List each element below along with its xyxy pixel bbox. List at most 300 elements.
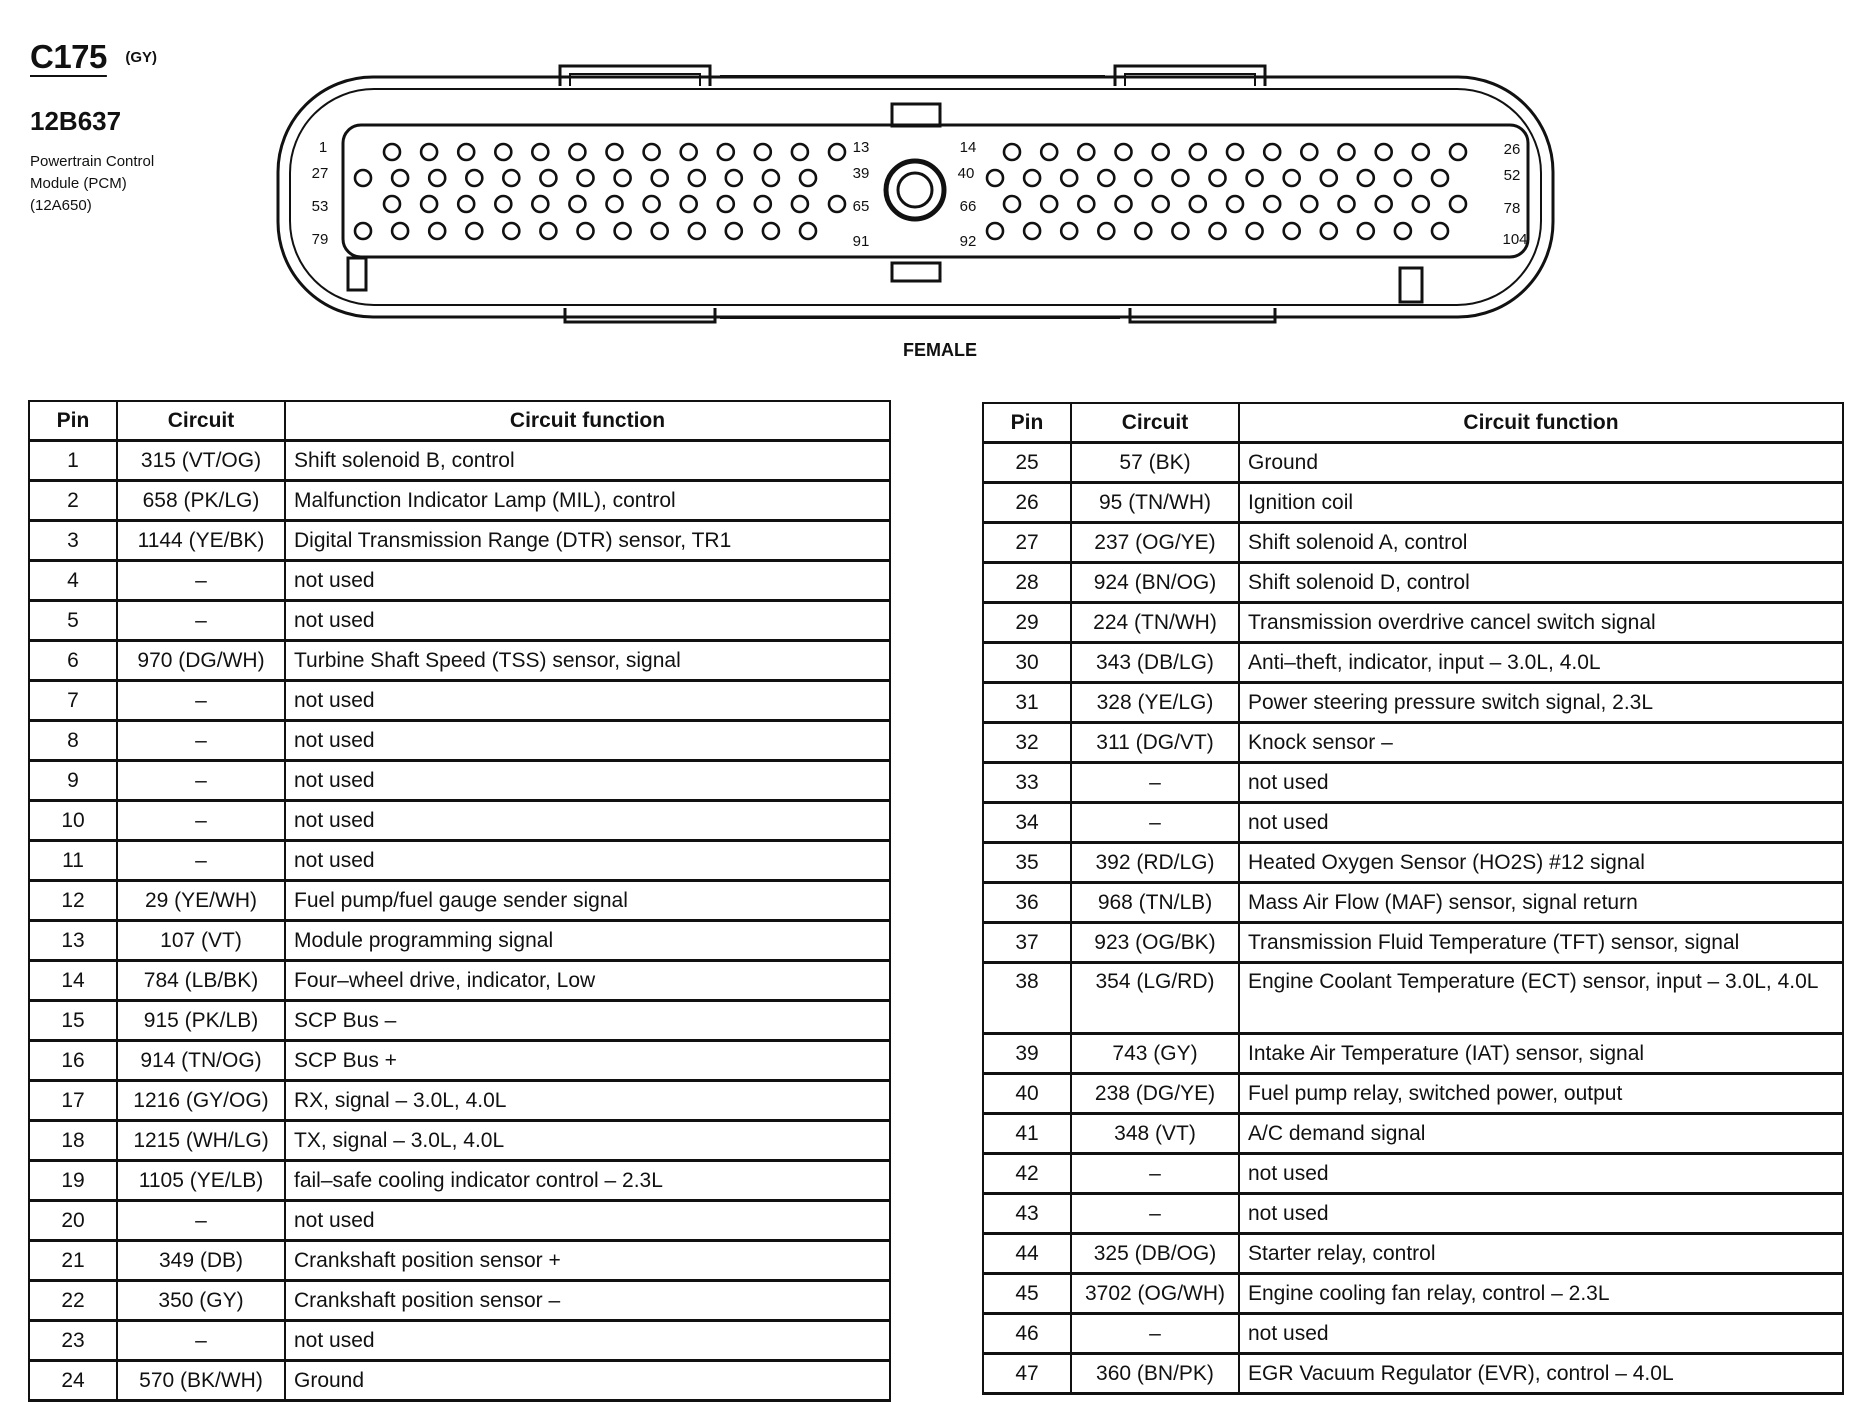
pin-hole (615, 170, 631, 186)
pin-cell: 32 (983, 723, 1071, 763)
pin-hole (681, 196, 697, 212)
function-cell: not used (285, 681, 890, 721)
table-row (29, 1041, 890, 1081)
pin-hole (1284, 170, 1300, 186)
pin-hole (1450, 196, 1466, 212)
circuit-cell: 658 (PK/LG) (117, 481, 285, 521)
circuit-cell: 743 (GY) (1071, 1034, 1239, 1074)
pin-cell: 19 (29, 1161, 117, 1201)
part-number: 12B637 (30, 106, 122, 136)
table-row (983, 1114, 1843, 1154)
pin-hole (1098, 223, 1114, 239)
table-row (29, 1001, 890, 1041)
function-cell: Ground (285, 1361, 890, 1401)
connector-color: (GY) (125, 49, 158, 66)
function-cell: Module programming signal (285, 921, 890, 961)
pin-hole (1376, 196, 1392, 212)
circuit-cell: 570 (BK/WH) (117, 1361, 285, 1401)
pin-cell: 1 (29, 441, 117, 481)
pin-hole (421, 144, 437, 160)
circuit-cell: 325 (DB/OG) (1071, 1234, 1239, 1274)
circuit-cell: 923 (OG/BK) (1071, 923, 1239, 963)
pin-hole (1078, 196, 1094, 212)
pin-cell: 18 (29, 1121, 117, 1161)
pin-hole (1395, 223, 1411, 239)
pin-hole (1450, 144, 1466, 160)
table-row (29, 801, 890, 841)
circuit-cell: – (117, 561, 285, 601)
function-cell: Shift solenoid A, control (1239, 523, 1843, 563)
circuit-cell: – (1071, 1154, 1239, 1194)
header-function: Circuit function (285, 401, 890, 441)
circuit-cell: 1216 (GY/OG) (117, 1081, 285, 1121)
pin-cell: 44 (983, 1234, 1071, 1274)
pin-label: 79 (311, 231, 329, 248)
pin-label: 52 (1503, 167, 1521, 184)
table-row (29, 881, 890, 921)
table-row (29, 681, 890, 721)
table-row (29, 561, 890, 601)
function-cell: Starter relay, control (1239, 1234, 1843, 1274)
circuit-cell: – (117, 721, 285, 761)
pin-cell: 36 (983, 883, 1071, 923)
table-row (983, 1354, 1843, 1394)
pin-cell: 22 (29, 1281, 117, 1321)
table-row (983, 1274, 1843, 1314)
function-cell: A/C demand signal (1239, 1114, 1843, 1154)
function-cell: not used (1239, 1154, 1843, 1194)
circuit-cell: 1105 (YE/LB) (117, 1161, 285, 1201)
pin-hole (392, 170, 408, 186)
pin-hole (1172, 170, 1188, 186)
table-row (29, 921, 890, 961)
circuit-cell: – (1071, 803, 1239, 843)
pin-cell: 7 (29, 681, 117, 721)
pin-cell: 10 (29, 801, 117, 841)
function-cell: Digital Transmission Range (DTR) sensor, TR1 (285, 521, 890, 561)
pin-cell: 28 (983, 563, 1071, 603)
table-body-right (983, 443, 1843, 1394)
pinout-table-left (28, 400, 891, 1402)
pin-hole (1395, 170, 1411, 186)
table-row (983, 443, 1843, 483)
table-row (983, 643, 1843, 683)
pin-label: 27 (311, 165, 329, 182)
function-cell: Engine Coolant Temperature (ECT) sensor, input – 3.0L, 4.0L (1239, 963, 1843, 1034)
pin-hole (792, 144, 808, 160)
pin-label: 65 (852, 198, 870, 215)
pin-hole (644, 144, 660, 160)
pin-cell: 11 (29, 841, 117, 881)
pin-hole (1078, 144, 1094, 160)
pin-hole (718, 144, 734, 160)
circuit-cell: 360 (BN/PK) (1071, 1354, 1239, 1394)
pin-hole (569, 196, 585, 212)
circuit-cell: 343 (DB/LG) (1071, 643, 1239, 683)
circuit-cell: 1144 (YE/BK) (117, 521, 285, 561)
pin-hole (392, 223, 408, 239)
pin-hole (1264, 196, 1280, 212)
pin-hole (421, 196, 437, 212)
pin-hole (792, 196, 808, 212)
pin-hole (987, 223, 1003, 239)
pin-label: 1 (318, 139, 328, 156)
pin-hole (1432, 223, 1448, 239)
pin-hole (718, 196, 734, 212)
pin-cell: 2 (29, 481, 117, 521)
pin-hole (578, 170, 594, 186)
pin-cell: 46 (983, 1314, 1071, 1354)
circuit-cell: 238 (DG/YE) (1071, 1074, 1239, 1114)
table-row (29, 1161, 890, 1201)
pin-label: 14 (959, 139, 977, 156)
latch-tab (565, 308, 715, 322)
pin-hole (1339, 196, 1355, 212)
pin-hole (532, 196, 548, 212)
pin-hole (1321, 223, 1337, 239)
pin-hole (1339, 144, 1355, 160)
pin-hole (1153, 196, 1169, 212)
pin-hole (1227, 144, 1243, 160)
table-row (983, 883, 1843, 923)
pin-hole (1321, 170, 1337, 186)
pin-hole (1004, 144, 1020, 160)
function-cell: TX, signal – 3.0L, 4.0L (285, 1121, 890, 1161)
table-row (29, 961, 890, 1001)
circuit-cell: 315 (VT/OG) (117, 441, 285, 481)
latch-tab (1130, 308, 1275, 322)
pin-cell: 17 (29, 1081, 117, 1121)
circuit-cell: – (117, 801, 285, 841)
pin-hole (503, 223, 519, 239)
table-body-left (29, 441, 890, 1401)
pin-hole (652, 170, 668, 186)
circuit-cell: – (117, 601, 285, 641)
header-pin: Pin (29, 401, 117, 441)
pin-hole (1116, 196, 1132, 212)
function-cell: Ignition coil (1239, 483, 1843, 523)
pin-cell: 31 (983, 683, 1071, 723)
pin-hole (829, 144, 845, 160)
circuit-cell: 354 (LG/RD) (1071, 963, 1239, 1034)
circuit-cell: 1215 (WH/LG) (117, 1121, 285, 1161)
table-row (29, 481, 890, 521)
table-row (29, 1081, 890, 1121)
pin-hole (1061, 223, 1077, 239)
pin-hole (1358, 223, 1374, 239)
table-header-row (983, 403, 1843, 443)
pin-hole (1024, 223, 1040, 239)
description-line: (12A650) (30, 196, 92, 214)
table-row (29, 1121, 890, 1161)
function-cell: not used (1239, 1194, 1843, 1234)
function-cell: Fuel pump relay, switched power, output (1239, 1074, 1843, 1114)
pin-cell: 41 (983, 1114, 1071, 1154)
table-row (29, 841, 890, 881)
pin-hole (1098, 170, 1114, 186)
pin-hole (1264, 144, 1280, 160)
pin-hole (987, 170, 1003, 186)
table-row (983, 483, 1843, 523)
function-cell: not used (285, 801, 890, 841)
circuit-cell: 311 (DG/VT) (1071, 723, 1239, 763)
pin-hole (755, 144, 771, 160)
function-cell: Malfunction Indicator Lamp (MIL), control (285, 481, 890, 521)
table-row (983, 1234, 1843, 1274)
pin-cell: 42 (983, 1154, 1071, 1194)
pin-cell: 30 (983, 643, 1071, 683)
circuit-cell: 350 (GY) (117, 1281, 285, 1321)
function-cell: RX, signal – 3.0L, 4.0L (285, 1081, 890, 1121)
pin-hole (681, 144, 697, 160)
function-cell: not used (285, 841, 890, 881)
function-cell: Knock sensor – (1239, 723, 1843, 763)
table-row (29, 721, 890, 761)
connector-face-diagram (0, 0, 1856, 340)
pin-hole (503, 170, 519, 186)
function-cell: Ground (1239, 443, 1843, 483)
function-cell: Power steering pressure switch signal, 2.3L (1239, 683, 1843, 723)
pin-hole (763, 223, 779, 239)
circuit-cell: 784 (LB/BK) (117, 961, 285, 1001)
pin-label: 40 (957, 165, 975, 182)
pin-label: 92 (959, 233, 977, 250)
circuit-cell: 95 (TN/WH) (1071, 483, 1239, 523)
function-cell: fail–safe cooling indicator control – 2.3L (285, 1161, 890, 1201)
jack-screw (886, 161, 944, 219)
pin-label: 26 (1503, 141, 1521, 158)
pin-cell: 3 (29, 521, 117, 561)
pin-hole (652, 223, 668, 239)
function-cell: not used (285, 1321, 890, 1361)
table-row (29, 601, 890, 641)
pin-hole (829, 196, 845, 212)
header-pin: Pin (983, 403, 1071, 443)
description-line: Powertrain Control (30, 153, 155, 170)
table-row (983, 563, 1843, 603)
pin-hole (540, 223, 556, 239)
pin-hole (1376, 144, 1392, 160)
connector-gender: FEMALE (903, 340, 977, 360)
circuit-cell: 348 (VT) (1071, 1114, 1239, 1154)
circuit-cell: 3702 (OG/WH) (1071, 1274, 1239, 1314)
function-cell: not used (1239, 803, 1843, 843)
pin-cell: 24 (29, 1361, 117, 1401)
pin-hole (355, 223, 371, 239)
pin-hole (1301, 196, 1317, 212)
pin-hole (615, 223, 631, 239)
pin-cell: 6 (29, 641, 117, 681)
table-row (29, 1321, 890, 1361)
pin-hole (1135, 223, 1151, 239)
pin-cell: 34 (983, 803, 1071, 843)
pin-hole (1041, 196, 1057, 212)
table-row (983, 603, 1843, 643)
function-cell: SCP Bus + (285, 1041, 890, 1081)
circuit-cell: – (1071, 763, 1239, 803)
circuit-cell: 914 (TN/OG) (117, 1041, 285, 1081)
circuit-cell: 349 (DB) (117, 1241, 285, 1281)
pin-hole (495, 196, 511, 212)
circuit-cell: 328 (YE/LG) (1071, 683, 1239, 723)
circuit-cell: – (117, 841, 285, 881)
pin-cell: 35 (983, 843, 1071, 883)
pin-hole (384, 196, 400, 212)
pin-cell: 39 (983, 1034, 1071, 1074)
function-cell: Engine cooling fan relay, control – 2.3L (1239, 1274, 1843, 1314)
key-tab (348, 258, 366, 290)
pin-hole (800, 170, 816, 186)
table-row (983, 523, 1843, 563)
connector-id: C175 (30, 38, 107, 75)
pin-hole (1432, 170, 1448, 186)
function-cell: not used (285, 1201, 890, 1241)
pin-hole (355, 170, 371, 186)
function-cell: Mass Air Flow (MAF) sensor, signal return (1239, 883, 1843, 923)
function-cell: Transmission Fluid Temperature (TFT) sensor, signal (1239, 923, 1843, 963)
table-row (29, 1201, 890, 1241)
pin-hole (1116, 144, 1132, 160)
pin-hole (1004, 196, 1020, 212)
pin-hole (384, 144, 400, 160)
pin-label: 78 (1503, 200, 1521, 217)
table-row (983, 803, 1843, 843)
pin-hole (755, 196, 771, 212)
function-cell: not used (285, 761, 890, 801)
table-row (983, 1194, 1843, 1234)
pin-hole (429, 223, 445, 239)
table-row (983, 1034, 1843, 1074)
pin-hole (1190, 144, 1206, 160)
function-cell: Four–wheel drive, indicator, Low (285, 961, 890, 1001)
circuit-cell: 237 (OG/YE) (1071, 523, 1239, 563)
pin-cell: 27 (983, 523, 1071, 563)
pin-hole (1413, 144, 1429, 160)
pinout-table-right (982, 402, 1844, 1395)
function-cell: Fuel pump/fuel gauge sender signal (285, 881, 890, 921)
header-function: Circuit function (1239, 403, 1843, 443)
table-row (29, 521, 890, 561)
pin-label: 66 (959, 198, 977, 215)
pin-hole (607, 144, 623, 160)
circuit-cell: – (1071, 1314, 1239, 1354)
table-row (983, 723, 1843, 763)
pin-label: 91 (852, 233, 870, 250)
pin-holes (355, 144, 1466, 239)
table-row (983, 1314, 1843, 1354)
pin-cell: 15 (29, 1001, 117, 1041)
table-row (29, 1361, 890, 1401)
key-tab (892, 263, 940, 281)
pin-hole (607, 196, 623, 212)
function-cell: Shift solenoid D, control (1239, 563, 1843, 603)
function-cell: Heated Oxygen Sensor (HO2S) #12 signal (1239, 843, 1843, 883)
pin-cell: 40 (983, 1074, 1071, 1114)
function-cell: Crankshaft position sensor + (285, 1241, 890, 1281)
pin-hole (644, 196, 660, 212)
function-cell: not used (285, 601, 890, 641)
header-circuit: Circuit (1071, 403, 1239, 443)
pin-hole (1210, 170, 1226, 186)
pin-hole (1153, 144, 1169, 160)
circuit-cell: 224 (TN/WH) (1071, 603, 1239, 643)
pin-cell: 21 (29, 1241, 117, 1281)
pin-label: 104 (1502, 231, 1528, 248)
pin-cell: 47 (983, 1354, 1071, 1394)
circuit-cell: 107 (VT) (117, 921, 285, 961)
pin-label: 53 (311, 198, 329, 215)
pin-hole (1247, 223, 1263, 239)
pin-cell: 5 (29, 601, 117, 641)
circuit-cell: 29 (YE/WH) (117, 881, 285, 921)
header-circuit: Circuit (117, 401, 285, 441)
circuit-cell: 57 (BK) (1071, 443, 1239, 483)
pin-hole (540, 170, 556, 186)
pin-hole (800, 223, 816, 239)
pin-hole (458, 144, 474, 160)
description-line: Module (PCM) (30, 174, 127, 192)
pin-hole (578, 223, 594, 239)
pin-cell: 29 (983, 603, 1071, 643)
key-tab (1400, 268, 1422, 302)
pin-hole (1135, 170, 1151, 186)
pin-cell: 37 (983, 923, 1071, 963)
function-cell: Crankshaft position sensor – (285, 1281, 890, 1321)
function-cell: Intake Air Temperature (IAT) sensor, signal (1239, 1034, 1843, 1074)
circuit-cell: – (117, 761, 285, 801)
pin-hole (1284, 223, 1300, 239)
pin-cell: 25 (983, 443, 1071, 483)
circuit-cell: – (117, 681, 285, 721)
pin-cell: 4 (29, 561, 117, 601)
pin-hole (458, 196, 474, 212)
table-row (983, 923, 1843, 963)
function-cell: not used (1239, 1314, 1843, 1354)
pin-cell: 43 (983, 1194, 1071, 1234)
pin-hole (466, 223, 482, 239)
pin-hole (726, 223, 742, 239)
pin-hole (532, 144, 548, 160)
pin-hole (1247, 170, 1263, 186)
pin-hole (466, 170, 482, 186)
pin-cell: 33 (983, 763, 1071, 803)
key-tab (892, 104, 940, 126)
table-row (29, 641, 890, 681)
function-cell: Turbine Shaft Speed (TSS) sensor, signal (285, 641, 890, 681)
circuit-cell: – (1071, 1194, 1239, 1234)
function-cell: Shift solenoid B, control (285, 441, 890, 481)
pin-hole (763, 170, 779, 186)
pin-cell: 14 (29, 961, 117, 1001)
pin-hole (1301, 144, 1317, 160)
pin-hole (726, 170, 742, 186)
pin-hole (689, 223, 705, 239)
circuit-cell: 968 (TN/LB) (1071, 883, 1239, 923)
circuit-cell: 915 (PK/LB) (117, 1001, 285, 1041)
pin-cell: 23 (29, 1321, 117, 1361)
connector-inner-shell (290, 89, 1541, 305)
circuit-cell: 970 (DG/WH) (117, 641, 285, 681)
table-row (983, 963, 1843, 1034)
function-cell: Anti–theft, indicator, input – 3.0L, 4.0L (1239, 643, 1843, 683)
pin-hole (1041, 144, 1057, 160)
table-row (983, 763, 1843, 803)
pin-hole (429, 170, 445, 186)
pin-hole (495, 144, 511, 160)
pin-hole (1210, 223, 1226, 239)
pin-hole (1190, 196, 1206, 212)
pin-label: 39 (852, 165, 870, 182)
